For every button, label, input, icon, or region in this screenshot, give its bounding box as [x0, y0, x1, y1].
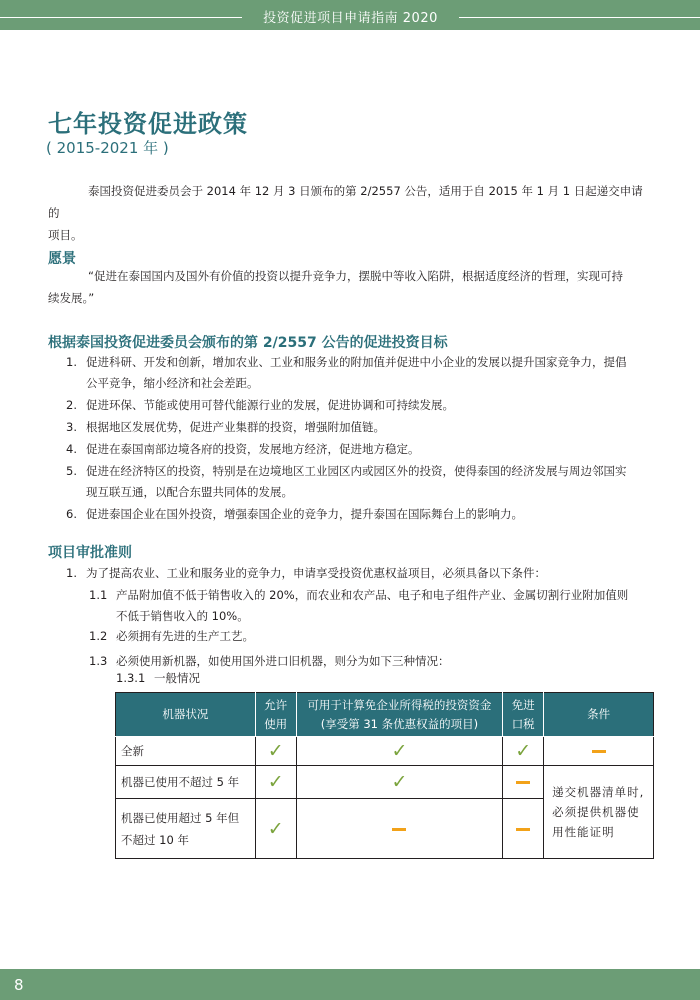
objectives-heading: 根据泰国投资促进委员会颁布的第 2/2557 公告的促进投资目标: [48, 335, 448, 351]
criteria-sub-number: 1.3.1: [116, 671, 146, 685]
header-rule-left: [0, 17, 242, 18]
objective-item: [66, 417, 656, 438]
dash-icon: [592, 750, 606, 753]
criteria-sub-text: [116, 585, 651, 627]
row-status-line-2: 不超过 10 年: [121, 832, 189, 847]
criteria-sub-number: 1.2: [89, 629, 108, 643]
intro-line-2: 项目。: [48, 228, 83, 242]
header-duty-line-1: 免进: [511, 697, 535, 712]
header-duty-exempt: [503, 693, 544, 737]
header-conditions: 条件: [544, 693, 654, 737]
vision-line-1: “促进在泰国国内及国外有价值的投资以提升竞争力，摆脱中等收入陷阱，根据适度经济的哲理，实现可持: [88, 269, 623, 283]
objective-number: 2.: [66, 398, 77, 412]
header-band: [0, 0, 700, 30]
objective-item: [66, 461, 656, 503]
criteria-sub-line-1: 产品附加值不低于销售收入的 20%，而农业和农产品、电子和电子组件产业、金属切割行业附加值则: [116, 588, 629, 602]
condition-line-2: 必须提供机器使: [552, 805, 640, 819]
objective-text: 促进科研、开发和创新，增加农业、工业和服务业的附加值并促进中小企业的发展以提升国家竞争力，提倡: [86, 355, 627, 369]
machine-conditions-table: [115, 692, 654, 859]
header-deductible-line-2: (享受第 31 条优惠权益的项目): [320, 716, 479, 731]
table-row: [116, 737, 654, 766]
row-status: 机器已使用不超过 5 年: [116, 766, 256, 799]
criteria-sub-line-2: 不低于销售收入的 10%。: [116, 609, 249, 623]
dash-icon: [392, 828, 406, 831]
intro-line-1: 泰国投资促进委员会于 2014 年 12 月 3 日颁布的第 2/2557 公告，适用于自 2015 年 1 月 1 日起递交申请的: [48, 184, 643, 220]
objective-number: 6.: [66, 507, 77, 521]
objective-number: 5.: [66, 464, 77, 478]
dash-icon: [516, 828, 530, 831]
header-title: 投资促进项目申请指南 2020: [263, 11, 438, 26]
objective-text: 促进在泰国南部边境各府的投资，发展地方经济，促进地方稳定。: [86, 442, 420, 456]
header-allowed-line-1: 允许: [264, 697, 288, 712]
objective-text: 促进泰国企业在国外投资，增强泰国企业的竞争力，提升泰国在国际舞台上的影响力。: [86, 507, 523, 521]
check-icon: ✓: [267, 740, 284, 762]
row-status-line-1: 机器已使用超过 5 年但: [121, 810, 240, 825]
criteria-heading: 项目审批准则: [48, 545, 132, 561]
header-allowed: [255, 693, 296, 737]
criteria-sub-text: 必须拥有先进的生产工艺。: [116, 629, 254, 643]
objective-item: [66, 439, 656, 460]
row-allowed: [255, 737, 296, 766]
header-duty-line-2: 口税: [511, 716, 535, 731]
page-number: 8: [14, 976, 24, 994]
vision-paragraph: [48, 265, 653, 309]
header-allowed-line-2: 使用: [264, 716, 288, 731]
objective-text: 促进在经济特区的投资，特别是在边境地区工业园区内或园区外的投资，使得泰国的经济发展与周边邻国实: [86, 464, 627, 478]
page-title: 七年投资促进政策: [48, 110, 248, 138]
table-header-row: [116, 693, 654, 737]
objective-item: [66, 352, 656, 394]
row-duty-exempt: [503, 737, 544, 766]
objective-text-cont: 现互联互通，以配合东盟共同体的发展。: [86, 485, 293, 499]
intro-paragraph: [48, 180, 653, 246]
check-icon: ✓: [515, 740, 532, 762]
objective-number: 3.: [66, 420, 77, 434]
row-status: 全新: [116, 737, 256, 766]
vision-line-2: 续发展。”: [48, 291, 95, 305]
check-icon: ✓: [391, 740, 408, 762]
criteria-item-number: 1.: [66, 566, 77, 580]
row-duty-exempt: [503, 766, 544, 799]
check-icon: ✓: [391, 771, 408, 793]
objective-number: 4.: [66, 442, 77, 456]
header-deductible-line-1: 可用于计算免企业所得税的投资资金: [307, 697, 492, 712]
objective-text-cont: 公平竞争，缩小经济和社会差距。: [86, 376, 259, 390]
criteria-sub-number: 1.1: [89, 588, 108, 602]
condition-line-1: 递交机器清单时,: [552, 785, 645, 799]
check-icon: ✓: [267, 771, 284, 793]
objective-item: [66, 395, 656, 416]
condition-line-3: 用性能证明: [552, 825, 615, 839]
header-rule-right: [459, 17, 700, 18]
row-allowed: [255, 766, 296, 799]
row-deductible: [296, 737, 503, 766]
objective-text: 根据地区发展优势，促进产业集群的投资，增强附加值链。: [86, 420, 385, 434]
objective-number: 1.: [66, 355, 77, 369]
criteria-item-text: 为了提高农业、工业和服务业的竞争力，申请享受投资优惠权益项目，必须具备以下条件：: [86, 566, 546, 580]
row-duty-exempt: [503, 799, 544, 859]
objective-text: 促进环保、节能或使用可替代能源行业的发展，促进协调和可持续发展。: [86, 398, 454, 412]
dash-icon: [516, 781, 530, 784]
page-subtitle: ( 2015-2021 年 ): [46, 139, 169, 157]
table-row: [116, 766, 654, 799]
row-condition: [544, 737, 654, 766]
row-allowed: [255, 799, 296, 859]
vision-heading: 愿景: [48, 251, 76, 267]
criteria-sub-number: 1.3: [89, 654, 108, 668]
row-status: [116, 799, 256, 859]
objectives-list: [66, 352, 656, 526]
row-deductible: [296, 766, 503, 799]
criteria-sub-text: 一般情况: [154, 671, 200, 685]
objective-item: [66, 504, 656, 525]
criteria-sub-text: 必须使用新机器，如使用国外进口旧机器，则分为如下三种情况：: [116, 654, 450, 668]
check-icon: ✓: [267, 817, 284, 840]
footer-band: [0, 969, 700, 1000]
row-shared-condition: [544, 766, 654, 859]
header-machine-status: 机器状况: [116, 693, 256, 737]
row-deductible: [296, 799, 503, 859]
header-deductible: [296, 693, 503, 737]
